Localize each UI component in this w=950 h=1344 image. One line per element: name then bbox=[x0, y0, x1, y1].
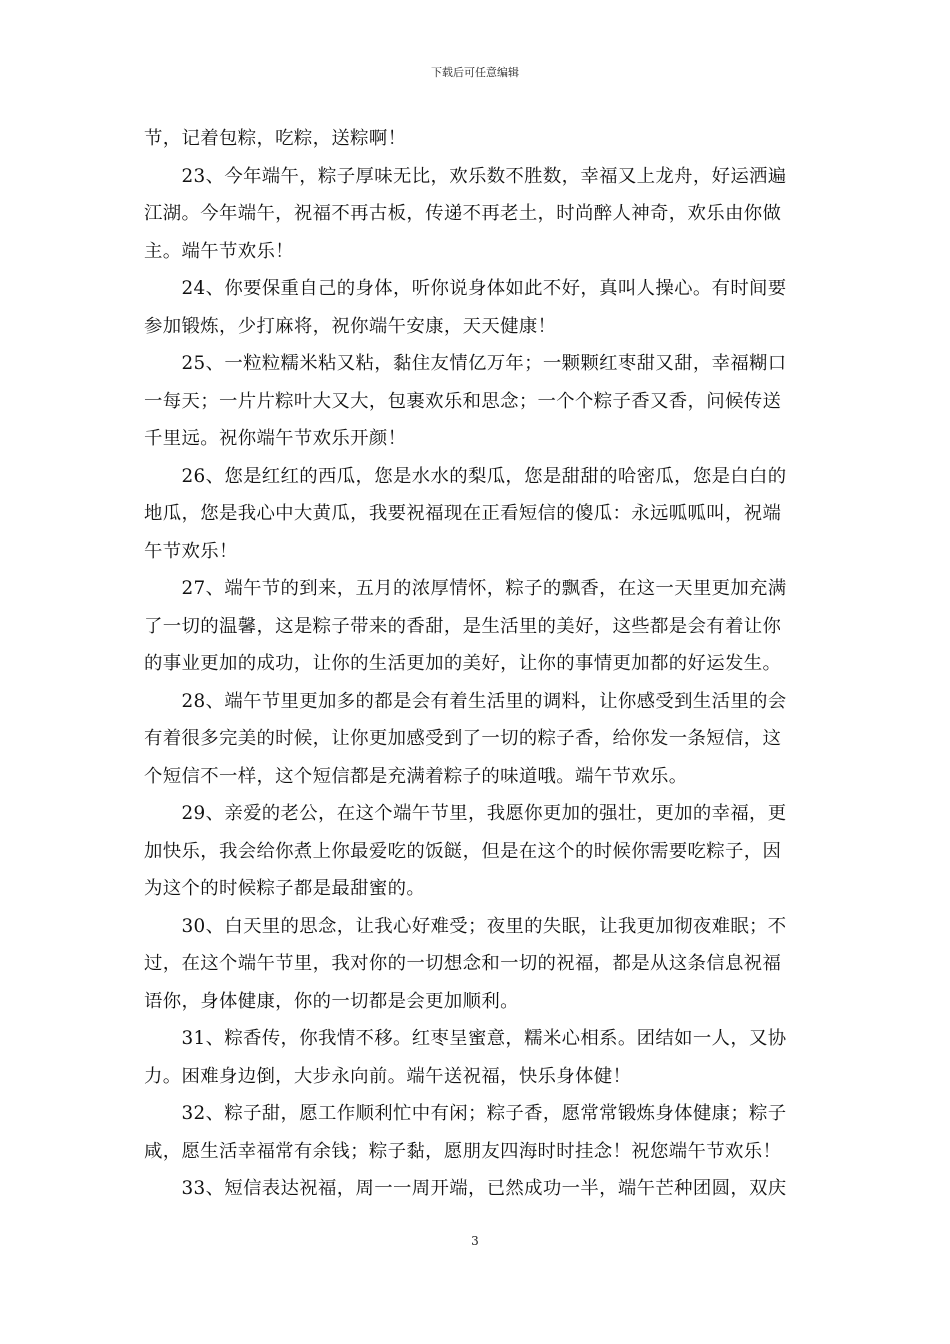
text-line: 26、您是红红的西瓜，您是水水的梨瓜，您是甜甜的哈密瓜，您是白白的 bbox=[144, 465, 787, 487]
text-line: 节，记着包粽，吃粽，送粽啊！ bbox=[144, 128, 407, 149]
page-header: 下载后可任意编辑 bbox=[431, 66, 519, 79]
text-line: 了一切的温馨，这是粽子带来的香甜，是生活里的美好，这些都是会有着让你 bbox=[144, 615, 782, 637]
text-line: 25、一粒粒糯米粘又粘，黏住友情亿万年；一颗颗红枣甜又甜，幸福糊口 bbox=[144, 353, 787, 374]
text-line: 32、粽子甜，愿工作顺利忙中有闲；粽子香，愿常常锻炼身体健康；粽子 bbox=[144, 1103, 787, 1124]
text-line: 语你，身体健康，你的一切都是会更加顺利。 bbox=[144, 990, 519, 1012]
text-line: 28、端午节里更加多的都是会有着生活里的调料，让你感受到生活里的会 bbox=[144, 690, 787, 712]
text-line: 有着很多完美的时候，让你更加感受到了一切的粽子香，给你发一条短信，这 bbox=[144, 728, 782, 749]
text-line: 千里远。祝你端午节欢乐开颜！ bbox=[144, 428, 407, 449]
text-line: 地瓜，您是我心中大黄瓜，我要祝福现在正看短信的傻瓜：永远呱呱叫，祝端 bbox=[144, 503, 782, 524]
text-line: 33、短信表达祝福，周一一周开端，已然成功一半，端午芒种团圆，双庆 bbox=[144, 1178, 787, 1199]
text-line: 过，在这个端午节里，我对你的一切想念和一切的祝福，都是从这条信息祝福 bbox=[144, 953, 782, 974]
text-line: 的事业更加的成功，让你的生活更加的美好，让你的事情更加都的好运发生。 bbox=[144, 653, 782, 674]
text-line: 24、你要保重自己的身体，听你说身体如此不好，真叫人操心。有时间要 bbox=[144, 278, 787, 299]
text-line: 27、端午节的到来，五月的浓厚情怀，粽子的飘香，在这一天里更加充满 bbox=[144, 578, 787, 599]
text-line: 为这个的时候粽子都是最甜蜜的。 bbox=[144, 878, 426, 899]
text-line: 加快乐，我会给你煮上你最爱吃的饭餸，但是在这个的时候你需要吃粽子，因 bbox=[144, 840, 782, 862]
page-number: 3 bbox=[471, 1234, 479, 1248]
text-line: 23、今年端午，粽子厚味无比，欢乐数不胜数，幸福又上龙舟，好运洒遍 bbox=[144, 165, 787, 187]
text-line: 个短信不一样，这个短信都是充满着粽子的味道哦。端午节欢乐。 bbox=[144, 765, 688, 787]
text-line: 参加锻炼，少打麻将，祝你端午安康，天天健康！ bbox=[144, 315, 557, 337]
text-line: 29、亲爱的老公，在这个端午节里，我愿你更加的强壮，更加的幸福，更 bbox=[144, 803, 787, 824]
document-body bbox=[144, 120, 807, 1208]
text-line: 一每天；一片片粽叶大又大，包裹欢乐和思念；一个个粽子香又香，问候传送 bbox=[144, 390, 782, 412]
text-line: 午节欢乐！ bbox=[144, 540, 238, 562]
text-line: 主。端午节欢乐！ bbox=[144, 240, 294, 262]
text-line: 31、粽香传，你我情不移。红枣呈蜜意，糯米心相系。团结如一人，又协 bbox=[144, 1028, 787, 1049]
text-line: 江湖。今年端午，祝福不再古板，传递不再老土，时尚醉人神奇，欢乐由你做 bbox=[144, 203, 782, 224]
text-line: 30、白天里的思念，让我心好难受；夜里的失眠，让我更加彻夜难眠；不 bbox=[144, 915, 787, 937]
text-line: 力。困难身边倒，大步永向前。端午送祝福，快乐身体健！ bbox=[144, 1065, 632, 1087]
text-line: 咸，愿生活幸福常有余钱；粽子黏，愿朋友四海时时挂念！祝您端午节欢乐！ bbox=[144, 1140, 782, 1162]
